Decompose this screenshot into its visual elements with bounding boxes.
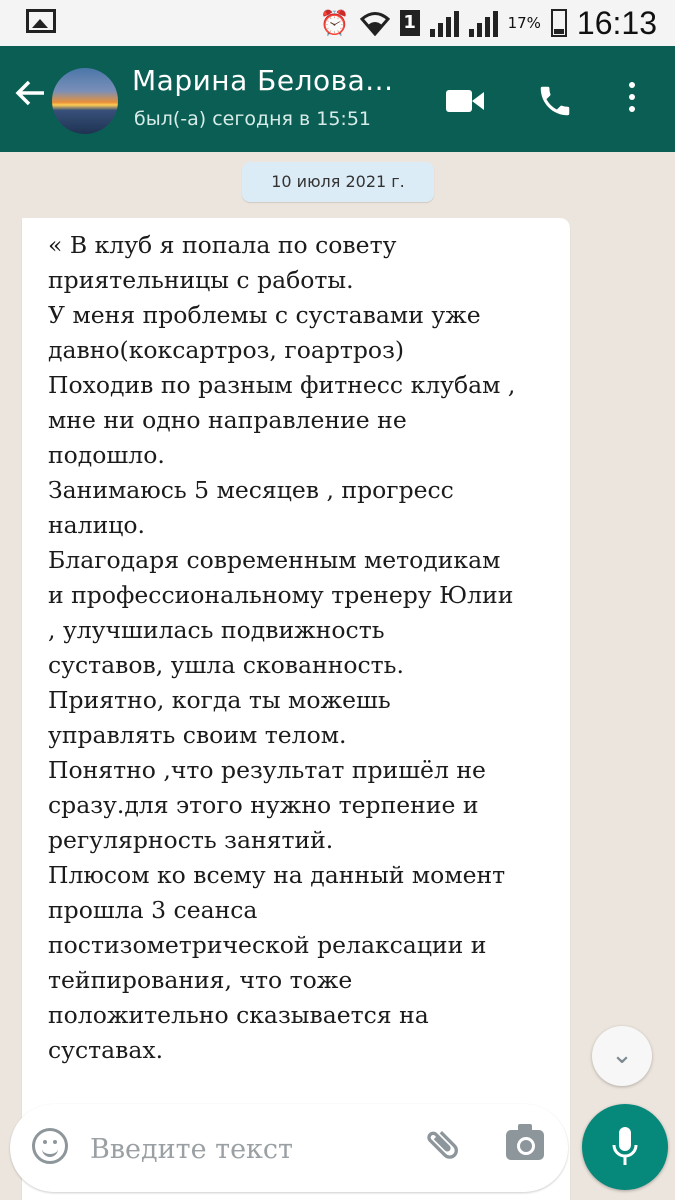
message-input[interactable] bbox=[88, 1124, 412, 1174]
battery-icon bbox=[551, 9, 567, 37]
mic-button[interactable] bbox=[582, 1104, 668, 1190]
back-arrow-icon[interactable] bbox=[14, 78, 46, 115]
message-bubble[interactable] bbox=[22, 218, 570, 1200]
date-chip: 10 июля 2021 г. bbox=[242, 162, 434, 202]
status-icons bbox=[320, 4, 657, 42]
signal-icon-2 bbox=[469, 9, 498, 37]
avatar[interactable] bbox=[52, 68, 118, 134]
chat-area[interactable] bbox=[0, 152, 675, 1200]
emoji-icon[interactable] bbox=[32, 1128, 68, 1164]
video-call-icon[interactable] bbox=[446, 90, 472, 112]
contact-name[interactable]: Марина Белова... bbox=[132, 64, 394, 97]
mic-icon bbox=[609, 1125, 641, 1169]
sim-indicator: 1 bbox=[400, 10, 420, 36]
battery-percent: 17% bbox=[507, 14, 541, 32]
chevron-down-icon: ⌄ bbox=[611, 1040, 633, 1070]
alarm-icon: ⏰ bbox=[319, 9, 350, 37]
signal-icon bbox=[430, 9, 459, 37]
more-icon[interactable] bbox=[626, 82, 638, 120]
phone-icon[interactable] bbox=[536, 82, 574, 120]
chat-header bbox=[0, 46, 675, 152]
scroll-down-button[interactable] bbox=[592, 1026, 652, 1086]
wifi-icon bbox=[360, 10, 390, 36]
camera-icon[interactable] bbox=[506, 1130, 544, 1160]
attach-icon[interactable] bbox=[413, 1115, 475, 1177]
message-input-bar bbox=[10, 1104, 568, 1192]
clock: 16:13 bbox=[576, 5, 657, 41]
image-notification-icon bbox=[26, 9, 56, 33]
message-text: « В клуб я попала по совету приятельницы с работы. У меня проблемы с суставами уже давно(коксартроз, гоартроз) Походив по разным фитнесс клубам , мне ни одно направление не подошло. Занимаюсь 5 месяцев , прогресс налицо. Благодаря современным методикам и профессиональному тренеру Юлии , улучшилась подвижность суставов, ушла скованность. Приятно, когда ты можешь управлять своим телом. Понятно ,что результат пришёл не сразу.для этого нужно терпение и регулярность занятий. Плюсом ко всему на данный момент прошла 3 сеанса постизометрической релаксации и тейпирования, что тоже положительно сказывается на суставах. bbox=[48, 231, 516, 1064]
last-seen: был(-а) сегодня в 15:51 bbox=[134, 108, 371, 130]
status-bar bbox=[0, 0, 675, 46]
